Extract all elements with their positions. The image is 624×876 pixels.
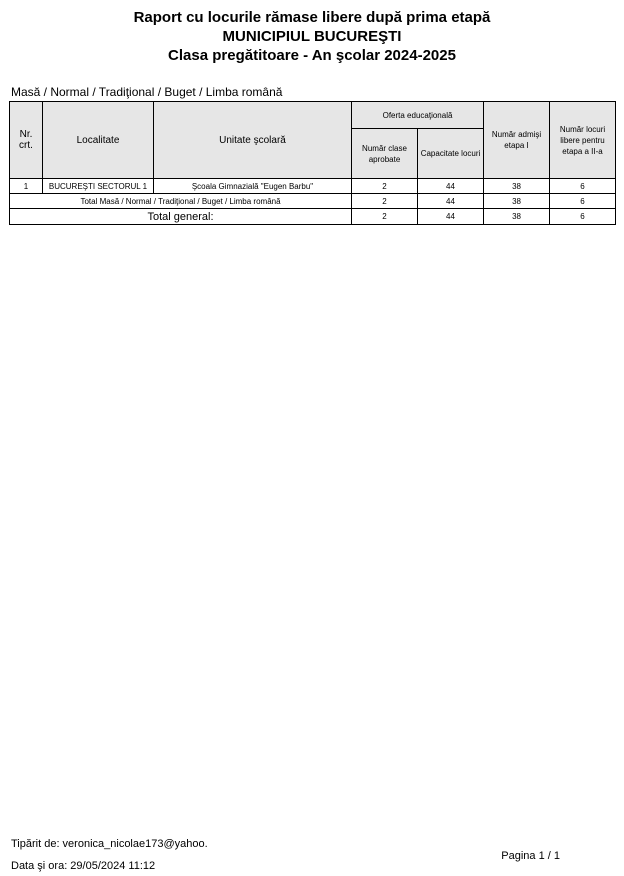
subtotal-row (10, 194, 616, 209)
footer-printed-by: Tipărit de: veronica_nicolae173@yahoo. (11, 838, 208, 850)
header-unitate-scolara: Unitate şcolară (154, 102, 352, 179)
cell-nr: 1 (10, 179, 43, 194)
grand-total-row (10, 209, 616, 225)
report-table (9, 101, 616, 225)
cell-admisi: 38 (484, 179, 550, 194)
header-numar-admisi: Număr admişi etapa I (484, 102, 550, 179)
table-row (10, 179, 616, 194)
cell-capacitate: 44 (418, 179, 484, 194)
grand-total-clase: 2 (352, 209, 418, 225)
report-title-line-3: Clasa pregătitoare - An şcolar 2024-2025 (168, 47, 456, 64)
subtotal-clase: 2 (352, 194, 418, 209)
grand-total-admisi: 38 (484, 209, 550, 225)
report-title-line-2: MUNICIPIUL BUCUREŞTI (222, 28, 402, 45)
footer-page-number: Pagina 1 / 1 (501, 850, 560, 862)
subtotal-admisi: 38 (484, 194, 550, 209)
footer-date-time: Data şi ora: 29/05/2024 11:12 (11, 860, 156, 872)
subtotal-capacitate: 44 (418, 194, 484, 209)
header-locuri-libere: Număr locuri libere pentru etapa a II-a (550, 102, 616, 179)
header-capacitate-locuri: Capacitate locuri (418, 129, 484, 179)
cell-libere: 6 (550, 179, 616, 194)
grand-total-libere: 6 (550, 209, 616, 225)
cell-localitate: BUCUREŞTI SECTORUL 1 (43, 179, 154, 194)
filter-line: Masă / Normal / Tradiţional / Buget / Limba română (11, 85, 283, 99)
report-title (0, 8, 624, 65)
cell-unitate: Şcoala Gimnazială "Eugen Barbu" (154, 179, 352, 194)
subtotal-libere: 6 (550, 194, 616, 209)
header-numar-clase: Număr clase aprobate (352, 129, 418, 179)
header-localitate: Localitate (43, 102, 154, 179)
header-nr-crt: Nr. crt. (10, 102, 43, 179)
grand-total-capacitate: 44 (418, 209, 484, 225)
header-oferta-educationala: Oferta educaţională (352, 102, 484, 129)
cell-clase: 2 (352, 179, 418, 194)
subtotal-label: Total Masă / Normal / Tradiţional / Buget / Limba română (10, 194, 352, 209)
grand-total-label: Total general: (10, 209, 352, 225)
report-title-line-1: Raport cu locurile rămase libere după prima etapă (133, 9, 491, 26)
